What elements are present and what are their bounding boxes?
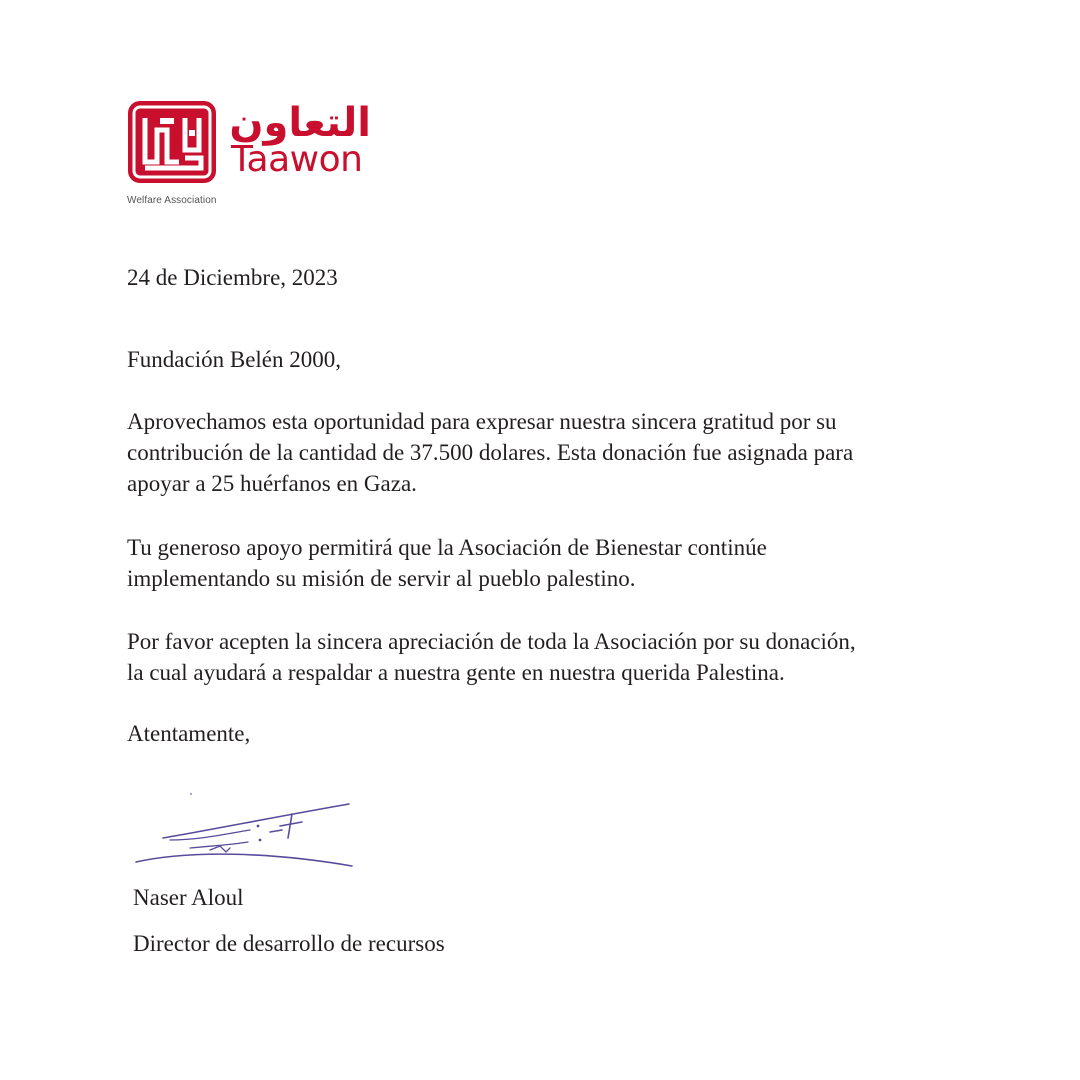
taawon-logo-mark-icon: [127, 100, 217, 184]
logo-arabic-wordmark: التعاون: [229, 100, 371, 146]
letter-paragraph-2: Tu generoso apoyo permitirá que la Asociación de Bienestar continúe implementando su misión de servir al pueblo palestino.: [127, 535, 767, 591]
letter-salutation: Fundación Belén 2000,: [127, 347, 341, 372]
letter-paragraph-1: Aprovechamos esta oportunidad para expresar nuestra sincera gratitud por su contribución de la cantidad de 37.500 dolares. Esta donación fue asignada para apoyar a 25 huérfanos en Gaza.: [127, 409, 854, 496]
signer-title: Director de desarrollo de recursos: [133, 931, 445, 956]
letter-paragraph-3: Por favor acepten la sincera apreciación de toda la Asociación por su donación, la cual ayudará a respaldar a nuestra gente en nuestra querida Palestina.: [127, 629, 856, 685]
letter-date: 24 de Diciembre, 2023: [127, 265, 338, 290]
taawon-logo: [127, 100, 377, 210]
handwritten-signature: [130, 790, 360, 870]
logo-latin-wordmark: Taawon: [231, 139, 363, 180]
logo-subtitle: Welfare Association: [127, 195, 217, 206]
letter-closing: Atentamente,: [127, 721, 251, 746]
signer-name: Naser Aloul: [133, 885, 244, 910]
